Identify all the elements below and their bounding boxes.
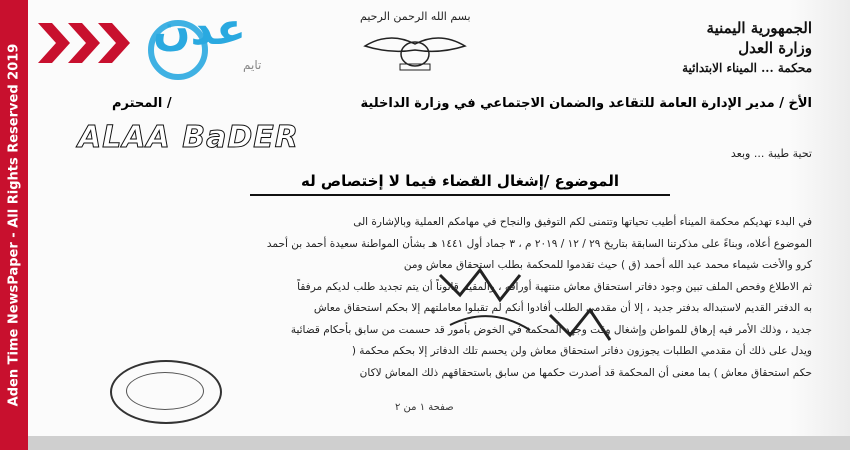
body-line: جديد ، وذلك الأمر فيه إرهاق للمواطن وإشغال وقت وجهد المحكمة في الخوض بأمور قد حسمت من سابق بأحكام قضائية [290, 323, 812, 336]
body-line: به الدفتر القديم لاستبداله بدفتر جديد ، إلا أن مقدمي الطلب أفادوا أنكم لم تقبلوا معاملتهم إلا بحكم استحقاق معاش [313, 302, 812, 314]
body-line: حكم استحقاق معاش ) بما معنى أن المحكمة قد أصدرت حكمها من سابق باستحقاقهم ذلك المعاش لاكان [359, 366, 812, 379]
logo-subtext: تايم [243, 58, 262, 72]
body-line: في البدء تهديكم محكمة الميناء أطيب تحياتها وتتمنى لكم التوفيق والنجاح في مهامكم العملية وبالإشارة الى [353, 216, 812, 228]
subject-line: الموضوع /إشغال القضاء فيما لا إختصاص له [300, 172, 620, 190]
body-line: ويدل على ذلك أن مقدمي الطلبات يجوزون دفاتر استحقاق معاش ولن يحسم تلك الدفاتر إلا بحكم محكمة ( [351, 345, 812, 357]
body-line: الموضوع أعلاه، وبناءً على مذكرتنا السابقة بتاريخ ٢٩ / ١٢ / ٢٠١٩ م ، ٣ جماد أول ١٤٤١ هـ بشأن المواطنة سعيدة أحمد بن أحمد [266, 237, 812, 250]
body-line: كرو والأخت شيماء محمد عبد الله أحمد (ق ) حيث تقدموا للمحكمة بطلب استحقاق معاش ومن [403, 259, 812, 271]
watermark-logo [28, 4, 328, 78]
header-line-1: الجمهورية اليمنية [706, 19, 812, 37]
scan-bottom-edge [28, 436, 850, 450]
handwritten-signature: ALAA BaDER [78, 120, 299, 155]
stamp-inner-ring [126, 372, 204, 410]
watermark-side-banner [0, 0, 28, 450]
page-number: صفحة ١ من ٢ [395, 402, 454, 413]
watermark-side-text: Aden Time NewsPaper - All Rights Reserved 2019 [6, 43, 22, 407]
header-basmala: بسم الله الرحمن الرحيم [360, 10, 471, 23]
logo-text: عدن [153, 4, 247, 55]
header-line-2: وزارة العدل [738, 39, 812, 57]
addressee-text: الأخ / مدير الإدارة العامة للتقاعد والضمان الاجتماعي في وزارة الداخلية [360, 96, 812, 111]
body-line: ثم الاطلاع وفحص الملف تبين وجود دفاتر استحقاق معاش منتهية أوراقه ، والمقيم قانوناً أن يتم تجديد طلب لديكم مرفقاً [297, 280, 812, 293]
subject-underline [250, 194, 670, 196]
chevrons-icon [38, 18, 158, 68]
official-stamp [110, 360, 222, 424]
addressee-line [112, 96, 812, 111]
addressee-honorific: / المحترم [112, 96, 172, 111]
ministry-header [662, 18, 812, 78]
yemen-emblem-icon [360, 26, 470, 74]
pen-scribble-icon [430, 255, 690, 365]
header-line-3: محكمة ... الميناء الابتدائية [682, 61, 812, 75]
greeting: تحية طيبة ... وبعد [730, 147, 812, 160]
